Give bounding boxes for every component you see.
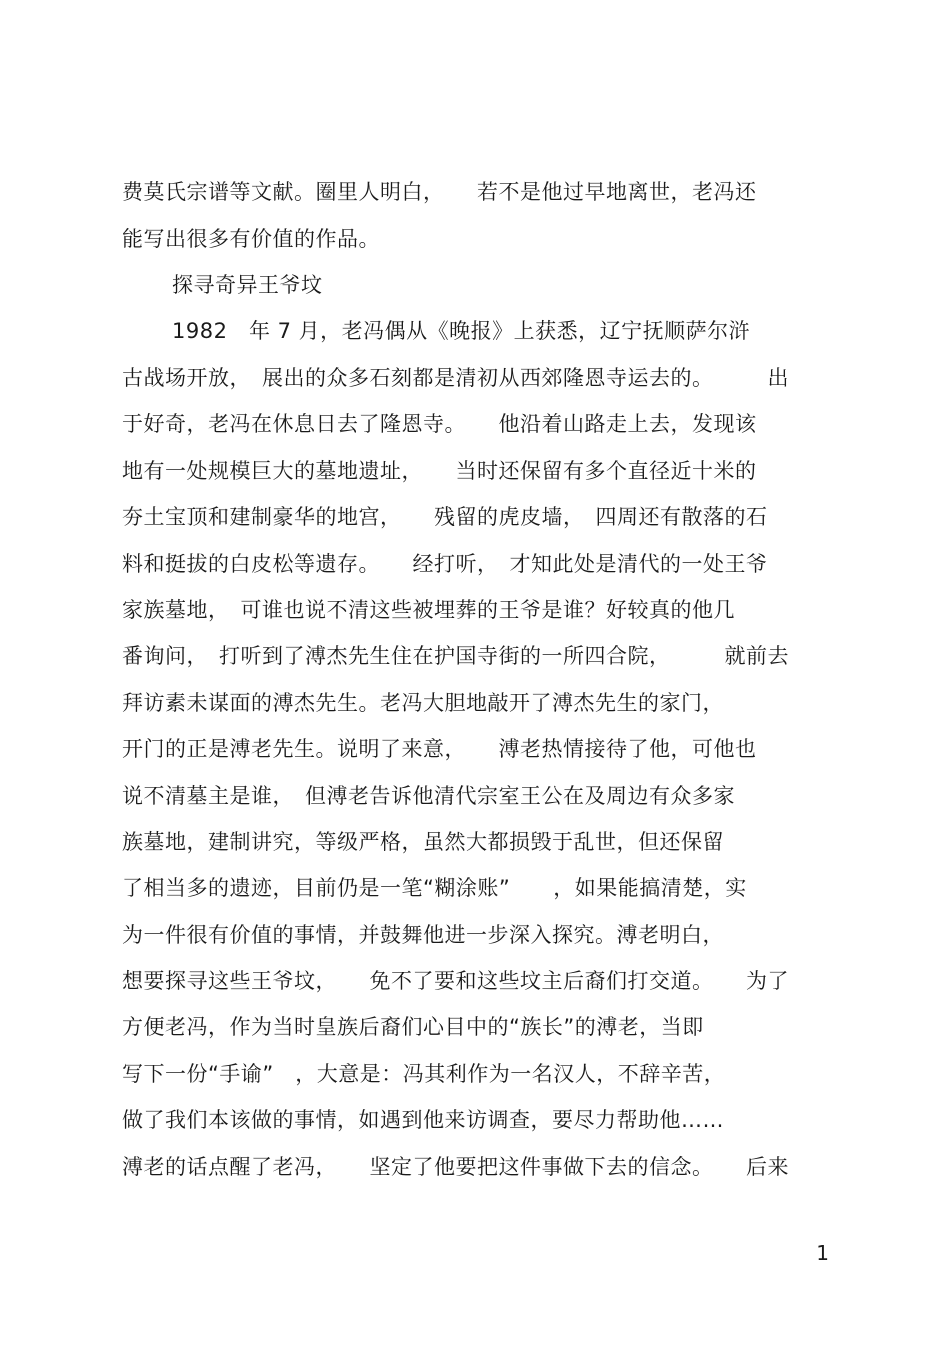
text-line: 族墓地，建制讲究，等级严格，虽然大都损毁于乱世，但还保留 [122,830,724,854]
text-line: 古战场开放， 展出的众多石刻都是清初从西郊隆恩寺运去的。 出 [122,366,789,390]
text-line: 番询问， 打听到了溥杰先生住在护国寺街的一所四合院， 就前去 [122,644,789,668]
text-line: 夯土宝顶和建制豪华的地宫， 残留的虎皮墙， 四周还有散落的石 [122,505,768,529]
text-line: 说不清墓主是谁， 但溥老告诉他清代宗室王公在及周边有众多家 [122,784,735,808]
text-line: 于好奇，老冯在休息日去了隆恩寺。 他沿着山路走上去，发现该 [122,412,757,436]
text-line: 为一件很有价值的事情，并鼓舞他进一步深入探究。溥老明白， [122,923,724,947]
page-number: 1 [816,1241,829,1265]
text-line: 做了我们本该做的事情，如遇到他来访调查，要尽力帮助他…… [122,1108,724,1132]
text-line: 方便老冯，作为当时皇族后裔们心目中的“族长”的溥老，当即 [122,1015,704,1039]
section-heading: 探寻奇异王爷坟 [172,273,323,297]
text-line: 写下一份“手谕” ，大意是：冯其利作为一名汉人，不辞辛苦， [122,1062,726,1086]
text-line: 了相当多的遗迹，目前仍是一笔“糊涂账” ，如果能搞清楚，实 [122,876,747,900]
text-line: 家族墓地， 可谁也说不清这些被埋葬的王爷是谁？好较真的他几 [122,598,735,622]
text-line: 1982 年 7 月，老冯偶从《晚报》上获悉，辽宁抚顺萨尔浒 [172,319,751,343]
text-line: 溥老的话点醒了老冯， 坚定了他要把这件事做下去的信念。 后来 [122,1155,789,1179]
text-line: 拜访素未谋面的溥杰先生。老冯大胆地敲开了溥杰先生的家门， [122,691,724,715]
text-line: 地有一处规模巨大的墓地遗址， 当时还保留有多个直径近十米的 [122,459,757,483]
text-line: 能写出很多有价值的作品。 [122,227,380,251]
text-line: 料和挺拔的白皮松等遗存。 经打听， 才知此处是清代的一处王爷 [122,552,768,576]
text-line: 开门的正是溥老先生。说明了来意， 溥老热情接待了他，可他也 [122,737,757,761]
text-line: 费莫氏宗谱等文献。圈里人明白， 若不是他过早地离世，老冯还 [122,180,757,204]
text-line: 想要探寻这些王爷坟， 免不了要和这些坟主后裔们打交道。 为了 [122,969,789,993]
